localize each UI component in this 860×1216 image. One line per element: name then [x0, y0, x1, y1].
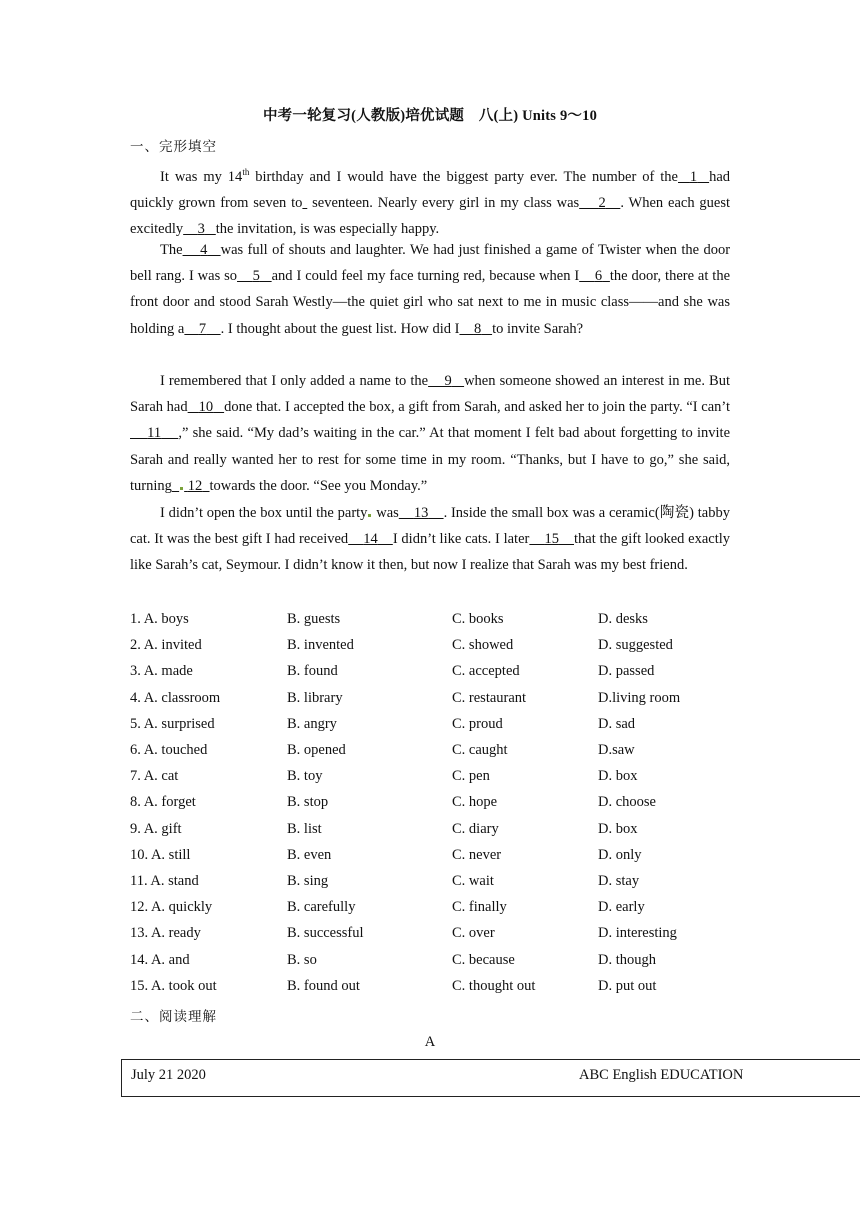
option-row: [130, 821, 750, 847]
blank-8: 8: [473, 320, 482, 337]
option-row: [130, 925, 750, 951]
option-row: [130, 794, 750, 820]
option-a: 12. A. quickly: [130, 899, 213, 916]
option-b: B. list: [287, 820, 322, 837]
text-run: . I thought about the guest list. How did I: [220, 320, 460, 337]
option-a: 11. A. stand: [130, 873, 199, 889]
option-c: C. proud: [452, 715, 503, 732]
text-run: when someone showed an interest in me. But Sarah had: [130, 373, 731, 416]
text-run: towards the door. “See you Monday.”: [209, 477, 428, 494]
option-row: [130, 716, 750, 742]
option-c: C. over: [452, 925, 495, 942]
option-c: C. wait: [452, 873, 494, 889]
option-b: B. found: [287, 663, 338, 680]
option-a: 15. A. took out: [130, 977, 217, 994]
blank-4: 4: [200, 242, 208, 258]
option-c: C. showed: [452, 637, 514, 654]
option-c: C. restaurant: [452, 689, 527, 706]
footer-date: July 21 2020: [131, 1067, 206, 1083]
option-c: C. because: [452, 951, 515, 968]
option-b: B. opened: [287, 742, 346, 758]
option-b: B. sing: [287, 873, 329, 889]
option-row: [130, 637, 750, 663]
option-row: [130, 690, 750, 716]
blank-2: 2: [598, 195, 606, 212]
passage-paragraph-2: [130, 237, 730, 342]
passage-paragraph-1: [130, 159, 730, 242]
text-run: had quickly grown from seven to: [130, 168, 731, 212]
option-d: D. desks: [598, 611, 648, 627]
footer-bar: [121, 1059, 860, 1097]
option-a: 4. A. classroom: [130, 689, 221, 706]
option-d: D. box: [598, 768, 638, 785]
text-run: I didn’t like cats. I later: [392, 531, 530, 548]
option-c: C. pen: [452, 768, 490, 785]
text-run: I didn’t open the box until the party: [160, 505, 368, 521]
option-d: D. interesting: [598, 925, 677, 942]
blank-6: 6: [594, 268, 603, 285]
text-run: The: [160, 242, 183, 258]
option-row: [130, 742, 750, 768]
option-b: B. stop: [287, 794, 329, 811]
option-b: B. carefully: [287, 899, 356, 916]
text-run: to invite Sarah?: [492, 320, 584, 337]
option-d: D. suggested: [598, 637, 673, 654]
superscript: th: [242, 167, 250, 177]
option-c: C. caught: [452, 742, 508, 758]
option-c: C. hope: [452, 794, 498, 811]
option-d: D.saw: [598, 742, 635, 758]
blank-13: 13: [413, 505, 429, 521]
blank-7: 7: [198, 320, 207, 337]
option-d: D. choose: [598, 794, 656, 811]
option-d: D. sad: [598, 715, 636, 732]
option-b: B. found out: [287, 977, 360, 994]
blank-12: 12: [172, 478, 210, 494]
option-b: B. library: [287, 689, 343, 706]
option-d: D.living room: [598, 689, 681, 706]
passage-paragraph-3: [130, 368, 730, 499]
option-b: B. even: [287, 846, 332, 863]
section-heading-reading: 二、阅读理解: [130, 1009, 217, 1025]
option-b: B. invented: [287, 637, 354, 654]
option-d: D. passed: [598, 663, 655, 680]
option-b: B. toy: [287, 768, 323, 785]
option-a: 13. A. ready: [130, 925, 201, 942]
text-run: . Inside the small box was a ceramic(陶瓷) tabby cat. It was the best gift I had received: [130, 505, 730, 548]
page-title: 中考一轮复习(人教版)培优试题 八(上) Units 9～10: [262, 108, 598, 124]
option-c: C. finally: [452, 899, 507, 916]
option-b: B. successful: [287, 925, 364, 942]
option-c: C. thought out: [452, 977, 536, 994]
option-d: D. stay: [598, 873, 640, 889]
option-c: C. books: [452, 611, 504, 627]
text-run: done that. I accepted the box, a gift from Sarah, and asked her to join the party. “I can’t: [224, 399, 731, 416]
text-run: was: [372, 505, 399, 521]
blank-11: 11: [147, 425, 162, 442]
option-a: 1. A. boys: [130, 611, 189, 627]
option-row: [130, 978, 750, 1004]
option-b: B. so: [287, 951, 317, 968]
option-d: D. only: [598, 846, 642, 863]
blank-5: 5: [252, 268, 260, 285]
option-d: D. box: [598, 820, 638, 837]
text-run: . When each guest excitedly: [130, 195, 731, 238]
blank-10: 10: [198, 399, 214, 416]
option-a: 2. A. invited: [130, 637, 202, 654]
blank-15: 15: [544, 531, 559, 548]
text-run: It was my 14: [160, 168, 243, 185]
option-a: 10. A. still: [130, 846, 191, 863]
option-a: 14. A. and: [130, 951, 190, 968]
option-a: 7. A. cat: [130, 768, 179, 785]
option-row: [130, 611, 750, 637]
option-a: 6. A. touched: [130, 742, 208, 758]
text-run: and I could feel my face turning red, because when I: [271, 268, 580, 285]
marker: [368, 514, 371, 517]
option-row: [130, 952, 750, 978]
text-run: I remembered that I only added a name to the: [160, 373, 429, 389]
option-b: B. guests: [287, 611, 341, 627]
text-run: birthday and I would have the biggest party ever. The number of the: [249, 168, 678, 185]
blank-3: 3: [197, 221, 205, 238]
option-row: [130, 663, 750, 689]
blank-9: 9: [444, 373, 452, 389]
footer-brand: ABC English EDUCATION: [579, 1067, 744, 1083]
option-c: C. accepted: [452, 663, 520, 680]
text-run: was full of shouts and laughter. We had just finished a game of Twister when the door bell rang. I was so: [130, 242, 731, 285]
option-b: B. angry: [287, 715, 337, 732]
option-d: D. though: [598, 951, 656, 968]
blank-1: 1: [689, 168, 698, 185]
text-run: that the gift looked exactly like Sarah’s cat, Seymour. I didn’t know it then, but now I realize that Sarah was my best friend.: [130, 531, 731, 574]
option-d: D. put out: [598, 977, 657, 994]
text-run: ,” she said. “My dad’s waiting in the car.” At that moment I felt bad about forgetting to invite Sarah and really wanted her to rest for some time in my room. “Thanks, but I have to go,” she said, turning: [130, 425, 731, 494]
option-a: 5. A. surprised: [130, 715, 215, 732]
option-a: 3. A. made: [130, 663, 193, 680]
option-row: [130, 768, 750, 794]
option-row: [130, 847, 750, 873]
section-heading-cloze: 一、完形填空: [130, 139, 217, 155]
option-a: 8. A. forget: [130, 794, 196, 811]
option-c: C. never: [452, 846, 502, 863]
passage-paragraph-4: [130, 500, 730, 579]
blank-14: 14: [363, 531, 378, 548]
option-a: 9. A. gift: [130, 820, 182, 837]
option-row: [130, 899, 750, 925]
option-d: D. early: [598, 899, 645, 916]
text-run: the door, there at the front door and stood Sarah Westly—the quiet girl who sat next to me in music class——and she was holding a: [130, 268, 731, 337]
text-run: seventeen. Nearly every girl in my class was: [307, 195, 580, 212]
option-c: C. diary: [452, 820, 499, 837]
text-run: the invitation, is was especially happy.: [215, 221, 440, 238]
passage-label: A: [424, 1034, 436, 1050]
option-row: [130, 873, 750, 899]
